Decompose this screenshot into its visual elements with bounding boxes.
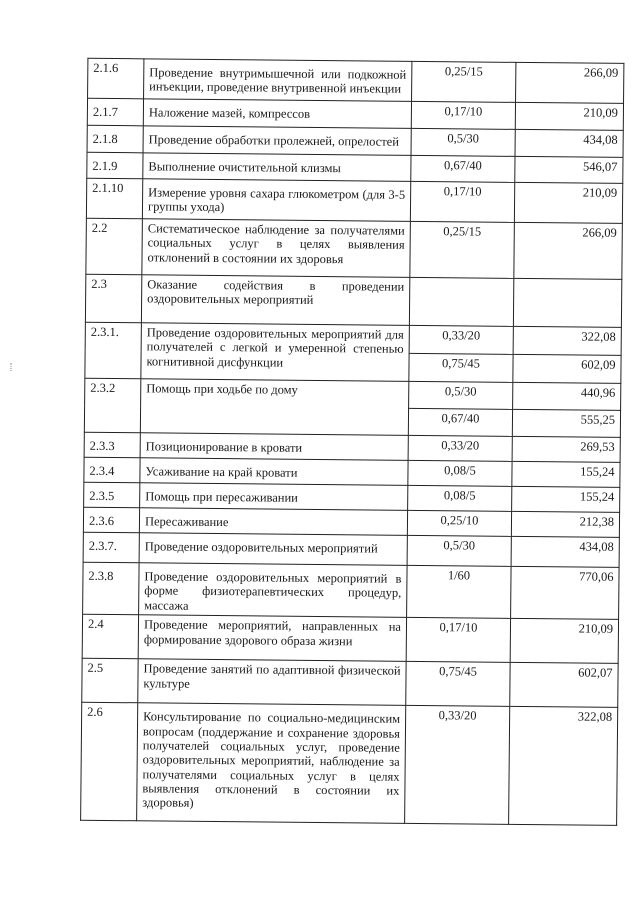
row-number: 2.3.2 <box>84 378 141 433</box>
services-table <box>80 58 624 826</box>
time-norm: 0,33/20 <box>409 325 513 354</box>
service-name: Проведение оздоровительных мероприятий <box>139 533 407 566</box>
table-row <box>85 322 621 355</box>
time-norm: 0,33/20 <box>408 435 512 461</box>
row-number: 2.3.8 <box>83 562 139 615</box>
service-price: 155,24 <box>512 486 620 512</box>
service-price: 770,06 <box>511 566 619 619</box>
row-number: 2.3.5 <box>84 482 140 508</box>
time-norm <box>409 277 513 326</box>
service-price: 210,09 <box>510 618 618 663</box>
time-norm: 0,5/30 <box>407 535 511 566</box>
service-name: Измерение уровня сахара глюкометром (для 3-5 группы ухода) <box>142 179 410 222</box>
row-number: 2.3.7. <box>83 532 139 563</box>
service-price: 212,38 <box>511 511 619 537</box>
time-norm: 0,25/15 <box>410 221 515 278</box>
row-number: 2.3.1. <box>85 322 142 379</box>
service-name: Систематическое наблюдение за получателями социальных услуг в целях выявления отклонений в состоянии их здоровья <box>142 219 411 278</box>
table-row <box>82 658 618 707</box>
service-name: Помощь при пересаживании <box>140 483 408 511</box>
table-row <box>82 614 618 663</box>
service-name: Проведение мероприятий, направленных на формирование здорового образа жизни <box>138 615 406 662</box>
time-norm: 0,25/15 <box>412 61 516 102</box>
time-norm: 0,17/10 <box>406 617 510 662</box>
table-row <box>83 562 619 619</box>
service-name: Консультирование по социально-медицинским вопросам (поддержание и сохранение здоровья получателей социальных услуг, проведение оздоровительных мероприятий, наблюдение за получателями социальных услуг в целях выявления отклонений в состоянии их здоровья) <box>137 703 406 824</box>
service-name: Проведение обработки пролежней, опрелостей <box>143 126 411 156</box>
service-price: 555,25 <box>512 409 620 437</box>
table-row <box>85 274 621 327</box>
time-norm: 0,67/40 <box>411 155 515 182</box>
service-price: 434,08 <box>515 129 623 157</box>
row-number: 2.3.3 <box>84 432 140 458</box>
service-price: 210,09 <box>514 182 622 223</box>
time-norm: 0,08/5 <box>408 460 512 486</box>
service-name: Проведение оздоровительных мероприятий в форме физиотерапевтических процедур, массажа <box>139 563 407 618</box>
time-norm: 0,17/10 <box>410 181 514 222</box>
service-price: 440,96 <box>513 382 621 410</box>
row-number: 2.3 <box>85 274 141 323</box>
scan-artifact <box>10 363 13 371</box>
service-price: 210,09 <box>515 102 623 130</box>
service-price: 546,07 <box>515 156 623 183</box>
service-price: 322,08 <box>509 706 618 825</box>
row-number: 2.3.6 <box>83 507 139 533</box>
service-name: Усаживание на край кровати <box>140 458 408 486</box>
service-price: 269,53 <box>512 436 620 462</box>
table-row <box>88 58 624 103</box>
table-row <box>86 218 623 279</box>
service-name: Пересаживание <box>139 508 407 536</box>
service-price: 266,09 <box>516 62 624 103</box>
service-price: 434,08 <box>511 536 619 567</box>
service-name: Проведение внутримышечной или подкожной инъекции, проведение внутривенной инъекции <box>144 59 412 102</box>
row-number: 2.2 <box>86 218 143 275</box>
time-norm: 0,08/5 <box>408 485 512 511</box>
service-name: Проведение занятий по адаптивной физической культуре <box>138 659 406 706</box>
time-norm: 0,75/45 <box>406 661 510 706</box>
service-name: Оказание содействия в проведении оздоровительных мероприятий <box>141 275 409 326</box>
time-norm: 0,25/10 <box>407 510 511 536</box>
service-name: Позиционирование в кровати <box>140 433 408 461</box>
service-price: 602,07 <box>510 662 618 707</box>
service-name: Помощь при ходьбе по дому <box>140 379 409 436</box>
service-price: 322,08 <box>513 326 621 355</box>
service-price: 155,24 <box>512 461 620 487</box>
service-name: Наложение мазей, компрессов <box>143 99 411 129</box>
row-number: 2.1.6 <box>88 58 144 99</box>
row-number: 2.4 <box>82 614 138 659</box>
row-number: 2.5 <box>82 658 138 703</box>
row-number: 2.1.7 <box>87 98 143 126</box>
service-price: 602,09 <box>513 354 621 383</box>
row-number: 2.1.8 <box>87 125 143 153</box>
row-number: 2.1.9 <box>87 152 143 179</box>
service-price: 266,09 <box>514 222 623 279</box>
row-number: 2.6 <box>81 702 138 821</box>
time-norm: 0,17/10 <box>411 101 515 129</box>
row-number: 2.3.4 <box>84 457 140 483</box>
time-norm: 0,67/40 <box>408 408 512 436</box>
row-number: 2.1.10 <box>86 178 142 219</box>
time-norm: 1/60 <box>407 565 511 618</box>
table-row <box>85 378 621 410</box>
service-name: Выполнение очистительной клизмы <box>143 153 411 182</box>
time-norm: 0,5/30 <box>411 128 515 156</box>
time-norm: 0,33/20 <box>405 705 510 824</box>
table-row <box>81 702 618 825</box>
time-norm: 0,75/45 <box>409 353 513 382</box>
service-name: Проведение оздоровительных мероприятий для получателей с легкой и умеренной степенью когнитивной дисфункции <box>141 323 410 382</box>
service-price <box>513 278 621 327</box>
time-norm: 0,5/30 <box>409 381 513 409</box>
table-row <box>86 178 622 223</box>
